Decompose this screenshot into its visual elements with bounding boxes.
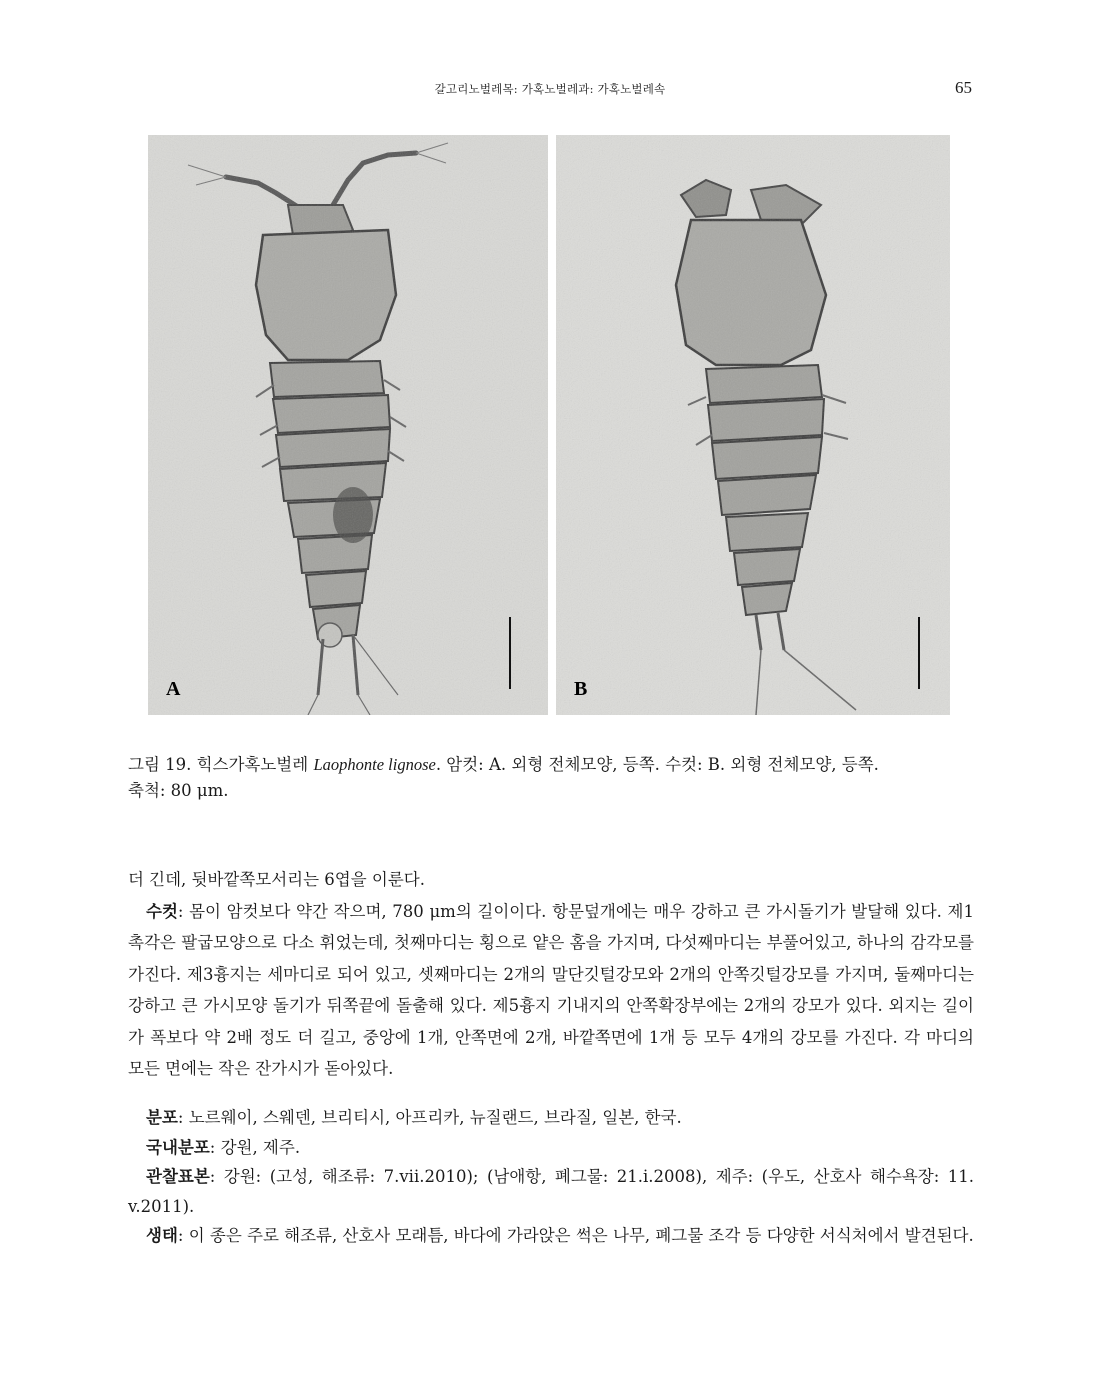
ecology-text: : 이 종은 주로 해조류, 산호사 모래틈, 바다에 가라앉은 썩은 나무, 폐그물 조각 등 다양한 서식처에서 발견된다. (177, 1226, 974, 1245)
caption-species-name: Laophonte lignose (313, 755, 436, 774)
caption-description: . 암컷: A. 외형 전체모양, 등쪽. 수컷: B. 외형 전체모양, 등쪽. (435, 755, 879, 774)
male-description (128, 896, 974, 1085)
description-text (128, 864, 974, 1085)
specimen-text: : 강원: (고성, 해조류: 7.vii.2010); (남애항, 폐그물: 21.i.2008), 제주: (우도, 산호사 해수욕장: 11. v.2011). (128, 1167, 974, 1216)
male-text: : 몸이 암컷보다 약간 작으며, 780 μm의 길이이다. 항문덮개에는 매우 강하고 큰 가시돌기가 발달해 있다. 제1촉각은 팔굽모양으로 다소 휘었는데, 첫째마디는 횡으로 얕은 홈을 가지며, 다섯째마디는 부풀어있고, 하나의 감각모를 가진다. 제3흉지는 세마디로 되어 있고, 셋째마디는 2개의 말단깃털강모와 2개의 안쪽깃털강모를 가지며, 둘째마디는 강하고 큰 가시모양 돌기가 뒤쪽끝에 돌출해 있다. 제5흉지 기내지의 안쪽확장부에는 2개의 강모가 있다. 외지는 길이가 폭보다 약 2배 정도 더 길고, 중앙에 1개, 안쪽면에 2개, 바깥쪽면에 1개 등 모두 4개의 강모를 가진다. 각 마디의 모든 면에는 작은 잔가시가 돋아있다. (128, 901, 974, 1078)
ecology-line (128, 1221, 974, 1251)
copepod-female-illustration (148, 135, 548, 715)
page-number: 65 (955, 78, 972, 97)
scale-bar-a (509, 617, 511, 689)
korea-distribution-text: : 강원, 제주. (209, 1137, 301, 1157)
plate-a-photo (148, 135, 548, 715)
plate-b-photo (556, 135, 950, 715)
korea-distribution-term: 국내분포 (146, 1137, 210, 1157)
ecology-term: 생태 (146, 1226, 178, 1245)
korea-distribution-line (128, 1133, 974, 1163)
copepod-male-illustration (556, 135, 950, 715)
species-notes (128, 1103, 974, 1251)
plate-a-label: A (166, 678, 181, 700)
specimen-line (128, 1162, 974, 1221)
distribution-line (128, 1103, 974, 1133)
figure-plates (148, 135, 950, 715)
caption-scale: 축척: 80 μm. (128, 781, 229, 800)
running-title: 갈고리노벌레목: 가혹노벌레과: 가혹노벌레속 (434, 82, 666, 96)
caption-prefix: 그림 19. 힉스가혹노벌레 (128, 755, 314, 774)
running-header (0, 78, 1100, 98)
male-term: 수컷 (146, 901, 178, 921)
distribution-text: : 노르웨이, 스웨덴, 브리티시, 아프리카, 뉴질랜드, 브라질, 일본, 한국. (177, 1108, 682, 1127)
distribution-term: 분포 (146, 1108, 178, 1127)
specimen-term: 관찰표본 (146, 1167, 210, 1186)
plate-b-label: B (574, 678, 588, 700)
scale-bar-b (918, 617, 920, 689)
continued-line: 더 긴데, 뒷바깥쪽모서리는 6엽을 이룬다. (128, 870, 425, 889)
figure-caption (128, 752, 974, 804)
